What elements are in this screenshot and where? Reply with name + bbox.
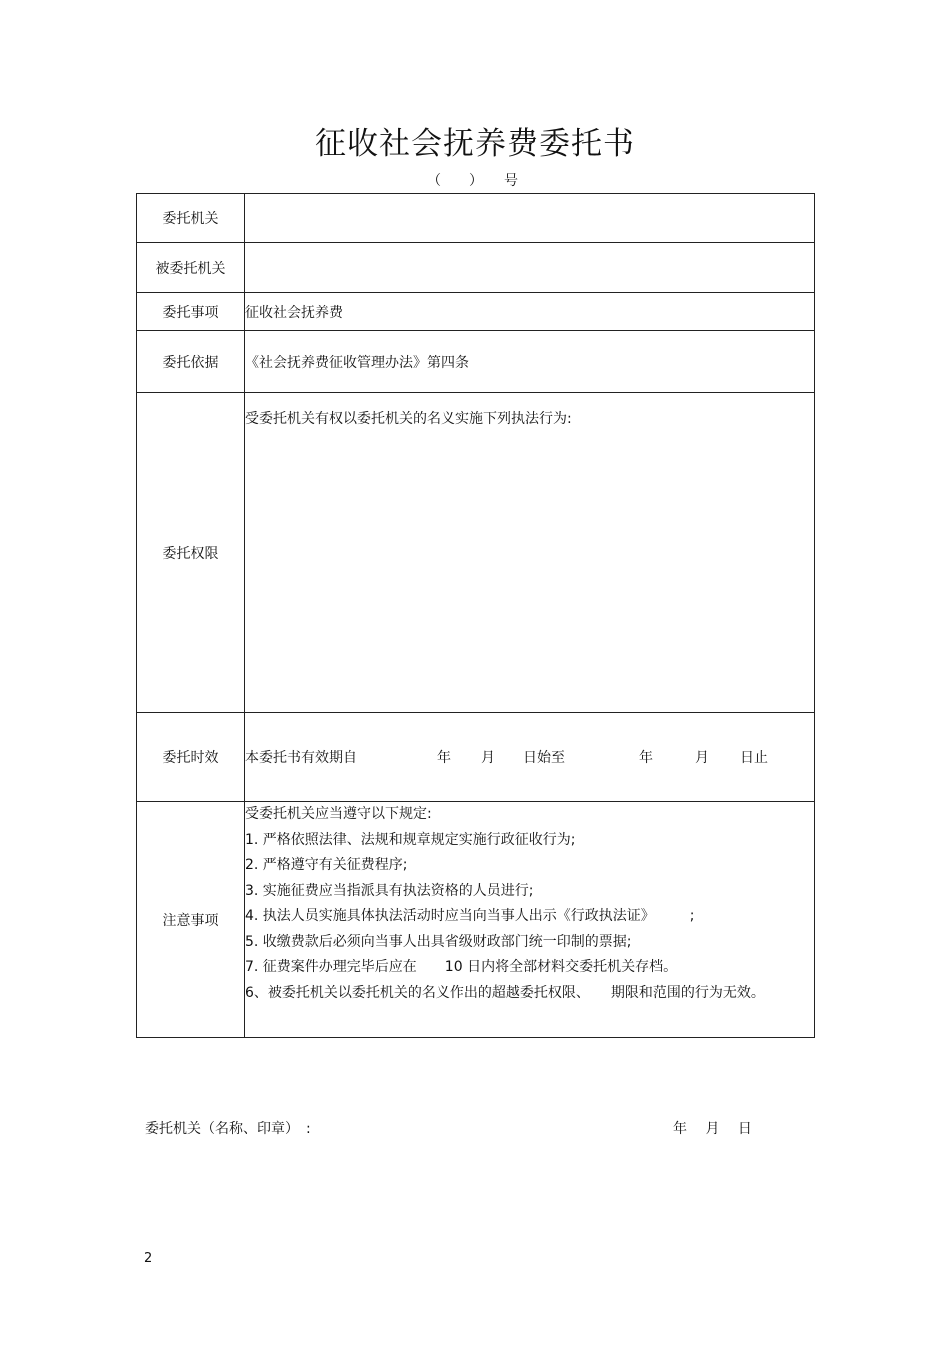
label-entrusting-agency: 委托机关 bbox=[137, 194, 245, 243]
validity-year-start: 年 bbox=[437, 750, 451, 766]
label-authority: 委托权限 bbox=[137, 393, 245, 713]
label-validity: 委托时效 bbox=[137, 713, 245, 802]
value-basis: 《社会抚养费征收管理办法》第四条 bbox=[245, 331, 815, 393]
value-validity bbox=[245, 713, 815, 802]
document-title: 征收社会抚养费委托书 bbox=[315, 126, 635, 162]
validity-year-end: 年 bbox=[639, 750, 653, 766]
row-notes bbox=[137, 802, 815, 1038]
signature-label: 委托机关（名称、印章） : bbox=[145, 1121, 311, 1137]
validity-prefix: 本委托书有效期自 bbox=[245, 750, 357, 766]
notes-item: 7. 征费案件办理完毕后应在 10 日内将全部材料交委托机关存档。 bbox=[245, 959, 678, 975]
row-matter bbox=[137, 293, 815, 331]
entrustment-form-table bbox=[136, 193, 815, 1038]
label-entrusted-agency: 被委托机关 bbox=[137, 243, 245, 293]
value-authority: 受委托机关有权以委托机关的名义实施下列执法行为: bbox=[245, 393, 815, 713]
label-basis: 委托依据 bbox=[137, 331, 245, 393]
document-number: （ ） 号 bbox=[427, 173, 518, 189]
label-notes: 注意事项 bbox=[137, 802, 245, 1038]
row-entrusting-agency bbox=[137, 194, 815, 243]
notes-item: 3. 实施征费应当指派具有执法资格的人员进行; bbox=[245, 882, 534, 899]
value-notes bbox=[245, 802, 815, 1038]
validity-day-end: 日止 bbox=[740, 750, 768, 766]
value-entrusting-agency bbox=[245, 194, 815, 243]
row-validity bbox=[137, 713, 815, 802]
notes-item: 1. 严格依照法律、法规和规章规定实施行政征收行为; bbox=[245, 831, 576, 848]
label-matter: 委托事项 bbox=[137, 293, 245, 331]
page-number: 2 bbox=[144, 1251, 153, 1266]
validity-day-start: 日始至 bbox=[523, 750, 565, 766]
notes-item: 4. 执法人员实施具体执法活动时应当向当事人出示《行政执法证》 ; bbox=[245, 908, 695, 924]
notes-item: 5. 收缴费款后必须向当事人出具省级财政部门统一印制的票据; bbox=[245, 933, 632, 950]
value-matter: 征收社会抚养费 bbox=[245, 293, 815, 331]
validity-month-end: 月 bbox=[695, 750, 709, 766]
notes-item: 2. 严格遵守有关征费程序; bbox=[245, 857, 408, 873]
notes-item: 6、被委托机关以委托机关的名义作出的超越委托权限、 期限和范围的行为无效。 bbox=[245, 984, 765, 1001]
validity-month-start: 月 bbox=[481, 750, 495, 766]
row-authority bbox=[137, 393, 815, 713]
signature-date: 年 月 日 bbox=[673, 1121, 752, 1137]
row-basis bbox=[137, 331, 815, 393]
notes-intro: 受委托机关应当遵守以下规定: bbox=[245, 806, 432, 822]
value-entrusted-agency bbox=[245, 243, 815, 293]
row-entrusted-agency bbox=[137, 243, 815, 293]
